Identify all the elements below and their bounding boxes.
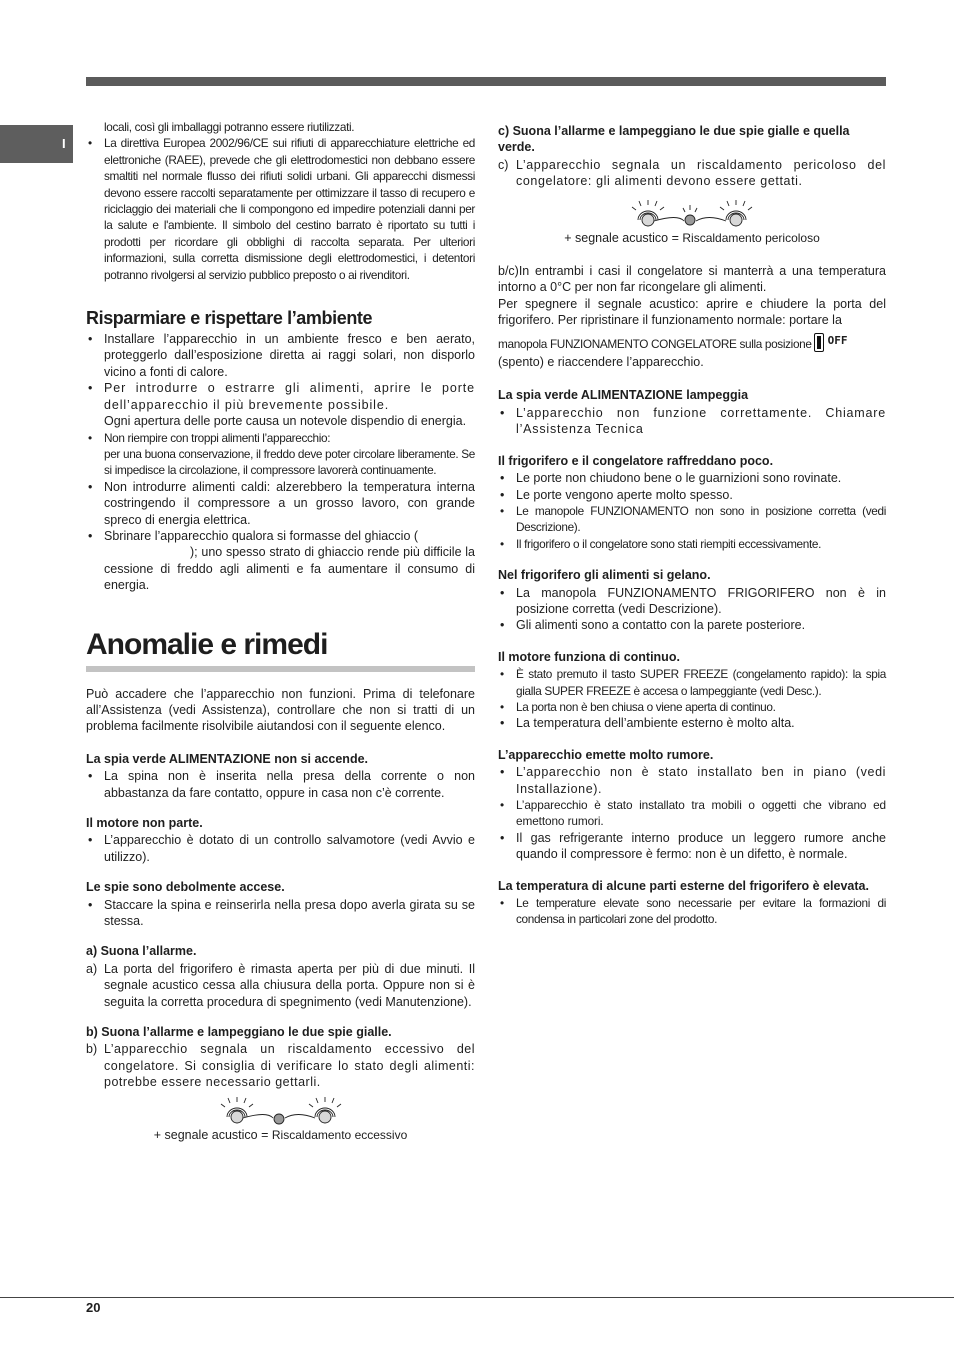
header-rule bbox=[86, 77, 886, 86]
intro-list bbox=[86, 135, 475, 283]
warning-lights-icon bbox=[219, 1097, 343, 1127]
warning-lights-icon bbox=[630, 200, 754, 230]
bc-paragraph-2: Per spegnere il segnale acustico: aprire e chiudere la porta del frigorifero. Per ripristinare il funzionamento normale: portare la bbox=[498, 296, 886, 328]
chapter-title-rule bbox=[86, 666, 475, 672]
list-item-continuation: per una buona conservazione, il freddo deve poter circolare liberamente. Se si impedisce la circolazione, il compressore lavorerà continuamente. bbox=[104, 446, 475, 478]
list-item: • La temperatura dell’ambiente esterno è molto alta. bbox=[498, 715, 886, 731]
list-item: • Non introdurre alimenti caldi: alzerebbero la temperatura interna costringendo il compressore a un grosso lavoro, con grande spreco di energia elettrica. bbox=[86, 479, 475, 528]
list-item: • La porta non è ben chiusa o viene aperta di continuo. bbox=[498, 699, 886, 715]
problem-heading: b) Suona l’allarme e lampeggiano le due spie gialle. bbox=[86, 1025, 392, 1040]
list-item: • La manopola FUNZIONAMENTO FRIGORIFERO non è in posizione corretta (vedi Descrizione). bbox=[498, 585, 886, 618]
label-marker: c) bbox=[498, 157, 509, 172]
list-item: • È stato premuto il tasto SUPER FREEZE (congelamento rapido): la spia gialla SUPER FREEZE è accesa o lampeggiante (vedi Desc.). bbox=[498, 666, 886, 699]
list-item: • Le temperature elevate sono necessarie per evitare la formazioni di condensa in particolari zone del prodotto. bbox=[498, 895, 886, 928]
list-item: • Staccare la spina e reinserirla nella presa dopo averla girata su se stessa. bbox=[86, 897, 475, 930]
language-tab bbox=[0, 125, 73, 163]
defrost-text: Sbrinare l’apparecchio qualora si formasse del ghiaccio ( bbox=[104, 528, 419, 543]
problem-list bbox=[86, 768, 475, 801]
problem-list bbox=[498, 585, 886, 634]
section-heading-environment: Risparmiare e rispettare l’ambiente bbox=[86, 308, 373, 329]
labeled-paragraph bbox=[86, 961, 475, 1010]
bc-paragraph-3 bbox=[498, 333, 886, 352]
environment-list-2 bbox=[86, 430, 475, 446]
problem-heading: L’apparecchio emette molto rumore. bbox=[498, 747, 714, 762]
labeled-text: La porta del frigorifero è rimasta aperta per più di due minuti. Il segnale acustico cessa alla chiusura della porta. Oppure non si è seguita la corretta procedura di spegnimento (vedi Manutenzione). bbox=[104, 961, 475, 1009]
problem-heading: c) Suona l’allarme e lampeggiano le due spie gialle e quella verde. bbox=[498, 124, 850, 155]
problem-heading: La spia verde ALIMENTAZIONE lampeggia bbox=[498, 388, 749, 403]
indicator-lights-b bbox=[86, 1097, 475, 1127]
labeled-paragraph bbox=[498, 157, 886, 190]
environment-list-3 bbox=[86, 479, 475, 594]
problem-heading: Il motore funziona di continuo. bbox=[498, 649, 680, 664]
list-item bbox=[86, 528, 475, 594]
knob-off-icon bbox=[814, 333, 824, 352]
footer-rule bbox=[0, 1297, 954, 1298]
list-item: • Le manopole FUNZIONAMENTO non sono in posizione corretta (vedi Descrizione). bbox=[498, 503, 886, 536]
labeled-text: L’apparecchio segnala un riscaldamento pericoloso del congelatore: gli alimenti devono essere gettati. bbox=[516, 157, 886, 189]
list-item: • La direttiva Europea 2002/96/CE sui rifiuti di apparecchiature elettriche ed elettroniche (RAEE), prevede che gli elettrodomestici non debbano essere smaltiti nel normale flusso dei rifiuti solidi urbani. Gli apparecchi dismessi devono essere raccolti separatamente per ottimizzare il tasso di recupero e riciclaggio dei materiali che li compongono ed impedire potenziali danni per la salute e l'ambiente. Il simbolo del cestino barrato è riportato su tutti i prodotti per ricordare gli obblighi di raccolta separata. Per ulteriori informazioni, sulla corretta dismissione degli elettrodomestici, i detentori potranno rivolgersi al servizio pubblico preposto o ai rivenditori. bbox=[86, 135, 475, 283]
left-column bbox=[86, 119, 475, 1143]
list-item: • Le porte non chiudono bene o le guarnizioni sono rovinate. bbox=[498, 470, 886, 486]
label-marker: a) bbox=[86, 961, 98, 976]
bc-paragraph-4: (spento) e riaccendere l’apparecchio. bbox=[498, 355, 704, 370]
list-item: • Per introdurre o estrarre gli alimenti, aprire le porte dell’apparecchio il più brevemente possibile. bbox=[86, 380, 475, 413]
labeled-text: L’apparecchio segnala un riscaldamento eccessivo del congelatore. Si consiglia di verificare lo stato degli alimenti: potrebbe essere necessario gettarli. bbox=[104, 1042, 475, 1090]
chapter-title: Anomalie e rimedi bbox=[86, 627, 328, 661]
problem-heading: Il frigorifero e il congelatore raffreddano poco. bbox=[498, 453, 774, 468]
page-number: 20 bbox=[86, 1300, 101, 1315]
problem-heading: Il motore non parte. bbox=[86, 816, 203, 830]
list-item: • L’apparecchio è dotato di un controllo salvamotore (vedi Avvio e utilizzo). bbox=[86, 832, 475, 865]
bc-text: manopola FUNZIONAMENTO CONGELATORE sulla posizione bbox=[498, 336, 812, 351]
indicator-caption bbox=[86, 1127, 475, 1143]
problem-list bbox=[86, 832, 475, 865]
problem-heading: Nel frigorifero gli alimenti si gelano. bbox=[498, 568, 711, 583]
indicator-lights-c bbox=[498, 200, 886, 230]
environment-list bbox=[86, 331, 475, 413]
list-item: • L’apparecchio non funzione correttamente. Chiamare l’Assistenza Tecnica bbox=[498, 405, 886, 438]
list-item: • L’apparecchio non è stato installato ben in piano (vedi Installazione). bbox=[498, 764, 886, 797]
list-item: • Gli alimenti sono a contatto con la parete posteriore. bbox=[498, 617, 886, 633]
list-item-continuation: Ogni apertura delle porte causa un notevole dispendio di energia. bbox=[104, 414, 467, 429]
list-item: • Non riempire con troppi alimenti l’apparecchio: bbox=[86, 430, 475, 446]
problem-list bbox=[498, 764, 886, 862]
problem-list bbox=[86, 897, 475, 930]
caption-meaning: Riscaldamento pericoloso bbox=[682, 230, 820, 245]
indicator-caption bbox=[498, 230, 886, 246]
list-item: • La spina non è inserita nella presa della corrente o non abbastanza da fare contatto, oppure in casa non c’è corrente. bbox=[86, 768, 475, 801]
defrost-text-cont: ); uno spesso strato di ghiaccio rende più difficile la cessione di freddo agli alimenti e fa aumentare il consumo di energia. bbox=[104, 545, 475, 593]
labeled-paragraph bbox=[86, 1041, 475, 1090]
list-item: • Il gas refrigerante interno produce un leggero rumore anche quando il compressore è fermo: non è un difetto, è normale. bbox=[498, 830, 886, 863]
list-item: • Il frigorifero o il congelatore sono stati riempiti eccessivamente. bbox=[498, 536, 886, 552]
problem-list bbox=[498, 666, 886, 732]
off-label: OFF bbox=[827, 333, 848, 347]
right-column bbox=[498, 123, 886, 928]
language-tab-label: I bbox=[62, 136, 66, 151]
list-item: • L’apparecchio è stato installato tra mobili o oggetti che vibrano ed emettono rumori. bbox=[498, 797, 886, 830]
label-marker: b) bbox=[86, 1042, 98, 1057]
problem-heading: La spia verde ALIMENTAZIONE non si accende. bbox=[86, 751, 369, 766]
intro-continuation: locali, così gli imballaggi potranno essere riutilizzati. bbox=[104, 120, 355, 134]
chapter-intro: Può accadere che l’apparecchio non funzioni. Prima di telefonare all’Assistenza (vedi Assistenza), controllare che non si tratti di un problema facilmente risolvibile aiutandosi con il seguente elenco. bbox=[86, 686, 475, 734]
bc-paragraph-1: b/c)In entrambi i casi il congelatore si manterrà a una temperatura intorno a 0°C per non far ricongelare gli alimenti. bbox=[498, 264, 886, 295]
problem-list bbox=[498, 405, 886, 438]
caption-prefix: + segnale acustico = bbox=[153, 1127, 272, 1142]
caption-prefix: + segnale acustico = bbox=[564, 230, 683, 245]
problem-heading: Le spie sono debolmente accese. bbox=[86, 880, 285, 895]
problem-heading: La temperatura di alcune parti esterne del frigorifero è elevata. bbox=[498, 878, 869, 893]
problem-heading: a) Suona l’allarme. bbox=[86, 944, 197, 959]
problem-list bbox=[498, 470, 886, 552]
list-item: • Installare l’apparecchio in un ambiente fresco e ben aerato, proteggerlo dall’esposizione diretta ai raggi solari, non disporlo vicino a fonti di calore. bbox=[86, 331, 475, 380]
problem-list bbox=[498, 895, 886, 928]
caption-meaning: Riscaldamento eccessivo bbox=[271, 1127, 408, 1142]
list-item: • Le porte vengono aperte molto spesso. bbox=[498, 487, 886, 503]
